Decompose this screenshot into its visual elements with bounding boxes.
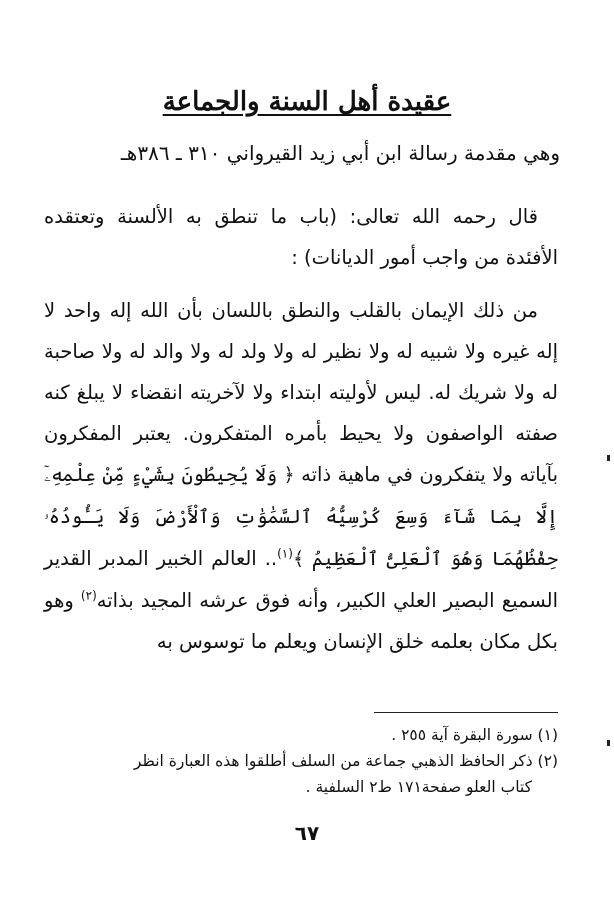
footnote-divider bbox=[374, 712, 558, 713]
paragraph-creed bbox=[44, 290, 558, 662]
page-number: ٦٧ bbox=[294, 821, 320, 845]
footnote-1: (١) سورة البقرة آية ٢٥٥ . bbox=[391, 726, 558, 744]
page-subtitle: وهي مقدمة رسالة ابن أبي زيد القيرواني ٣١٠ ـ ٣٨٦هـ bbox=[120, 141, 560, 165]
main-text bbox=[44, 196, 558, 662]
creed-attributes: .. العالم الخبير المدبر القدير السميع البصير العلي الكبير، وأنه فوق عرشه المجيد بذاته bbox=[44, 547, 558, 612]
scan-edge-mark bbox=[607, 740, 610, 746]
creed-continuation: وهو بكل مكان بعلمه خلق الإنسان ويعلم ما توسوس به bbox=[44, 589, 558, 653]
creed-text: من ذلك الإيمان بالقلب والنطق باللسان بأن الله إله واحد لا إله غيره ولا شبيه له ولا نظير له ولا ولد له ولا والد له ولا صاحبة له ولا شريك له. ليس لأوليته ابتداء ولا لآخريته انقضاء لا يبلغ كنه صفته الواصفون ولا يحيط بأمره المتفكرون. يعتبر المفكرون بآياته ولا يتفكرون في ماهية ذاته bbox=[44, 299, 558, 486]
footnotes bbox=[40, 722, 558, 800]
quran-verse: ﴿ وَلَا يُحِيطُونَ بِشَيْءٍ مِّنْ عِلْمِهِۦٓ إِلَّا بِمَا شَآءَ وَسِعَ كُرْسِيُّهُ ٱلسَّمَٰوَٰتِ وَٱلْأَرْضَ وَلَا يَـُٔودُهُۥ حِفْظُهُمَا وَهُوَ ٱلْعَلِىُّ ٱلْعَظِيمُ ﴾ bbox=[44, 464, 558, 570]
footnote-ref-2: (٢) bbox=[80, 588, 97, 603]
footnote-2-continuation: كتاب العلو صفحة١٧١ ط٢ السلفية . bbox=[305, 778, 532, 796]
scan-edge-mark bbox=[607, 455, 610, 461]
footnote-ref-1: (١) bbox=[277, 546, 293, 561]
page-title: عقيدة أهل السنة والجماعة bbox=[162, 87, 452, 117]
footnote-2: (٢) ذكر الحافظ الذهبي جماعة من السلف أطلقوا هذه العبارة انظر bbox=[133, 752, 558, 770]
paragraph-intro: قال رحمه الله تعالى: (باب ما تنطق به الألسنة وتعتقده الأفئدة من واجب أمور الديانات) : bbox=[44, 205, 558, 269]
